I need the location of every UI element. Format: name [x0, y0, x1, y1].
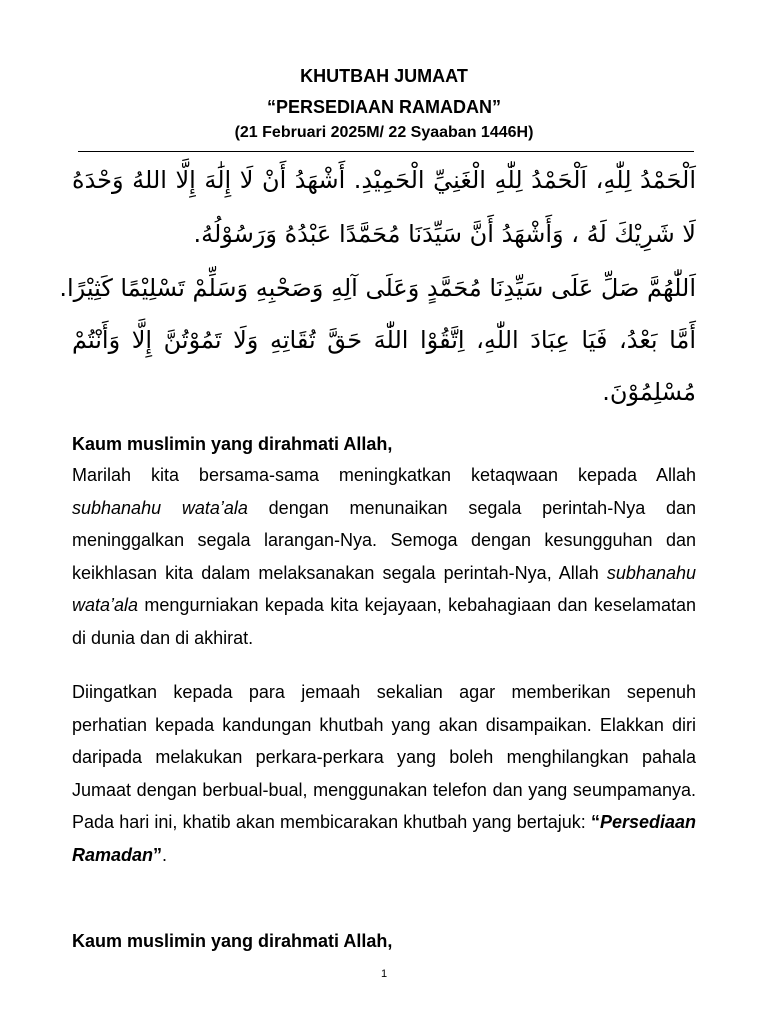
paragraph-2	[72, 676, 696, 871]
italic-term: subhanahu wata’ala	[72, 497, 248, 518]
document-title: KHUTBAH JUMAAT	[300, 66, 468, 86]
arabic-line-3: اَللّٰهُمَّ صَلِّ عَلَى سَيِّدِنَا مُحَمَّدٍ وَعَلَى آلِهِ وَصَحْبِهِ وَسَلِّمْ تَسْلِيْمًا كَثِيْرًا.	[59, 274, 696, 302]
sermon-topic-inline: Persediaan Ramadan	[72, 812, 696, 865]
text-segment: .	[162, 844, 168, 865]
section-heading: Kaum muslimin yang dirahmati Allah,	[72, 931, 393, 951]
text-segment: Diingatkan kepada para jemaah sekalian agar memberikan sepenuh perhatian kepada kandungan khutbah yang akan disampaikan. Elakkan diri daripada melakukan perkara-perkara yang boleh menghilangkan pahala Jumaat dengan berbual-bual, menggunakan telefon dan yang seumpamanya. Pada hari ini, khatib akan membicarakan khutbah yang bertajuk:	[72, 682, 696, 832]
close-quote: ”	[153, 844, 163, 865]
open-quote: “	[590, 812, 600, 832]
paragraph-1	[72, 459, 696, 654]
text-segment: Marilah kita bersama-sama meningkatkan ketaqwaan kepada Allah	[72, 465, 696, 485]
arabic-line-4: أَمَّا بَعْدُ، فَيَا عِبَادَ اللّٰهِ، اِتَّقُوْا اللّٰهَ حَقَّ تُقَاتِهِ وَلَا تَمُوْتُنَّ إِلَّا وَأَنْتُمْ	[72, 326, 696, 354]
title-divider	[78, 151, 694, 152]
section-heading: Kaum muslimin yang dirahmati Allah,	[72, 434, 393, 454]
arabic-line-2: لَا شَرِيْكَ لَهُ ، وَأَشْهَدُ أَنَّ سَيِّدَنَا مُحَمَّدًا عَبْدُهُ وَرَسُوْلُهُ.	[193, 220, 696, 248]
text-segment: mengurniakan kepada kita kejayaan, kebahagiaan dan keselamatan di dunia dan di akhirat.	[72, 595, 696, 648]
text-segment: dengan menunaikan segala perintah-Nya dan meninggalkan segala larangan-Nya. Semoga dengan kesungguhan dan keikhlasan kita dalam melaksanakan segala perintah-Nya, Allah	[72, 497, 696, 583]
sermon-date: (21 Februari 2025M/ 22 Syaaban 1446H)	[234, 124, 534, 141]
arabic-line-5: مُسْلِمُوْنَ.	[602, 378, 696, 406]
arabic-line-1: اَلْحَمْدُ لِلّٰهِ، اَلْحَمْدُ لِلّٰهِ الْغَنِيِّ الْحَمِيْدِ. أَشْهَدُ أَنْ لَا إِلَٰهَ إِلَّا اللهُ وَحْدَهُ	[72, 166, 696, 194]
page-number: 1	[380, 968, 388, 980]
italic-term: subhanahu wata’ala	[72, 562, 696, 615]
sermon-topic-title: “PERSEDIAAN RAMADAN”	[266, 97, 501, 117]
